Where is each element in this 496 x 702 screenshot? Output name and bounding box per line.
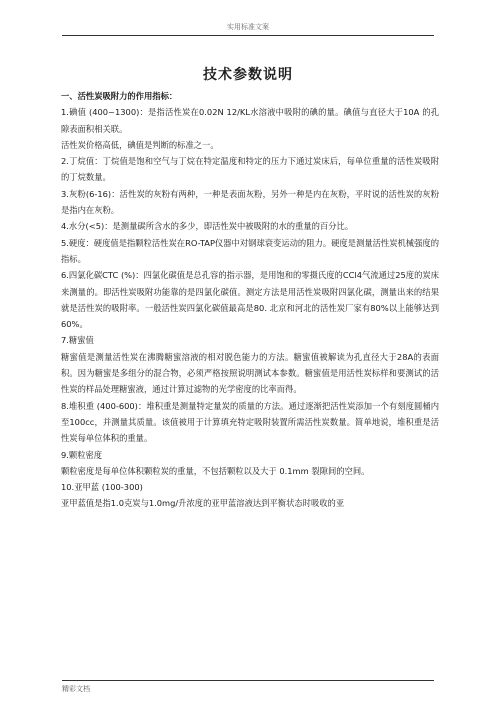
paragraph-ash: 3.灰粉(6-16)：活性炭的灰粉有两种，一种是表面灰粉，另外一种是内在灰粉，平时说的活性炭的灰粉是指内在灰粉。 <box>61 188 439 216</box>
document-body <box>61 88 439 512</box>
paragraph-particle-density: 颗粒密度是每单位体积颗粒炭的重量，不包括颗粒以及大于 0.1mm 裂隙间的空间。 <box>61 465 370 476</box>
paragraph-butane-value: 2.丁烷值：丁烷值是饱和空气与丁烷在特定温度和特定的压力下通过炭床后，每单位重量的活性炭吸附的丁烷数量。 <box>61 156 439 183</box>
paragraph-molasses-heading: 7.糖蜜值 <box>61 335 94 346</box>
page-header: 实用标准文案 <box>62 22 434 36</box>
paragraph-bulk-density: 8.堆积重 (400-600)：堆积重是测量特定量炭的质量的方法。通过逐渐把活性炭添加一个有刻度圆桶内至100cc，并测量其质量。该值被用于计算填充特定吸附装置所需活性炭数量。简单地说，堆积重是活性炭每单位体积的重量。 <box>61 400 439 444</box>
paragraph-molasses: 糖蜜值是测量活性炭在沸腾糖蜜溶液的相对脱色能力的方法。糖蜜值被解读为孔直径大于28A的表面积。因为糖蜜是多组分的混合物，必须严格按照说明测试本参数。糖蜜值是用活性炭标样和要测试的活性炭的样品处理糖蜜液，通过计算过滤物的光学密度的比率而得。 <box>61 351 439 395</box>
page-footer: 精彩文档 <box>62 680 434 694</box>
paragraph-methylene-blue: 亚甲蓝值是指1.0克炭与1.0mg/升浓度的亚甲蓝溶液达到平衡状态时吸收的亚 <box>61 498 345 509</box>
paragraph-ctc: 6.四氯化碳CTC (%)：四氯化碳值是总孔容的指示器，是用饱和的零摄氏度的CCl4气流通过25度的炭床来测量的。即活性炭吸附功能靠的是四氯化碳值。测定方法是用活性炭吸附四氯化碳，测量出来的结果就是活性炭的吸附率。一般活性炭四氯化碳值最高是80. 北京和河北的活性炭厂家有80%以上能够达到60%。 <box>61 270 439 330</box>
paragraph-moisture: 4.水分(<5)：是测量碳所含水的多少，即活性炭中被吸附的水的重量的百分比。 <box>61 221 354 232</box>
paragraph-hardness: 5.硬度：硬度值是指颗粒活性炭在RO-TAP仪器中对钢球衰变运动的阻力。硬度是测量活性炭机械强度的指标。 <box>61 237 439 264</box>
document-title: 技术参数说明 <box>203 67 293 83</box>
paragraph-methylene-blue-heading: 10.亚甲蓝 (100-300) <box>61 482 143 493</box>
section-heading: 一、活性炭吸附力的作用指标： <box>61 91 178 101</box>
paragraph-iodine-value: 1.碘值 (400~1300)：是指活性炭在0.02N 12/KL水溶液中吸附的碘的量。碘值与直径大于10A 的孔隙表面积相关联。 <box>61 107 439 134</box>
paragraph-price-note: 活性炭价格高低，碘值是判断的标准之一。 <box>61 139 219 150</box>
paragraph-particle-density-heading: 9.颗粒密度 <box>61 449 103 460</box>
